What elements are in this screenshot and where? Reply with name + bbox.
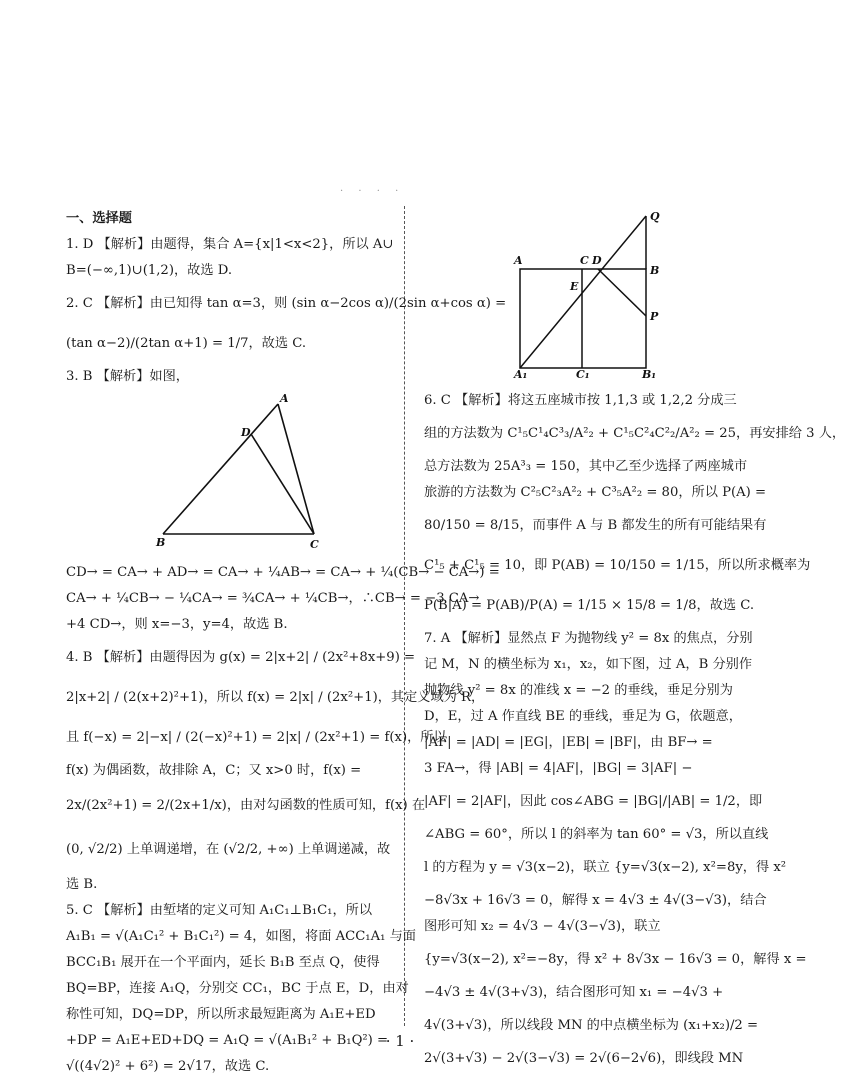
q2-line-2: (tan α−2)/(2tan α+1) = 1/7，故选 C. [66, 336, 307, 351]
label-a: A [514, 254, 523, 267]
q4-line-4: f(x) 为偶函数，故排除 A，C；又 x>0 时，f(x) = [66, 763, 362, 778]
q6-line-3: 总方法数为 25A³₃ = 150，其中乙至少选择了两座城市 [424, 459, 748, 474]
q3-line-2: CD→ = CA→ + AD→ = CA→ + ¼AB→ = CA→ + ¼(CB→ − CA→) = [66, 565, 500, 580]
q5-line-6: +DP = A₁E+ED+DQ = A₁Q = √(A₁B₁² + B₁Q²) = [66, 1033, 389, 1048]
q7-line-10: −8√3x + 16√3 = 0，解得 x = 4√3 ± 4√(3−√3)，结合 [424, 893, 767, 908]
label-b1: B₁ [642, 368, 657, 381]
label-d: D [592, 254, 602, 267]
left-column [66, 206, 507, 1080]
q7-line-12: {y=√3(x−2), x²=−8y，得 x² + 8√3x − 16√3 = 0，解得 x = [424, 952, 807, 967]
label-p: P [650, 310, 659, 323]
q3-line-3: CA→ + ¼CB→ − ¼CA→ = ¾CA→ + ¼CB→，∴CB→ = −3 CA→ [66, 591, 480, 606]
q4-line-5: 2x/(2x²+1) = 2/(2x+1/x)，由对勾函数的性质可知，f(x) 在 [66, 798, 426, 813]
q3-line-4: +4 CD→，则 x=−3，y=4，故选 B. [66, 617, 288, 632]
q5-line-4: BQ=BP，连接 A₁Q，分别交 CC₁，BC 于点 E，D，由对 [66, 981, 409, 996]
q6-line-7: P(B|A) = P(AB)/P(A) = 1/15 × 15/8 = 1/8，故选 C. [424, 598, 755, 613]
edge-ac [278, 404, 314, 534]
label-c: C [310, 538, 319, 551]
triangle-figure [66, 390, 394, 550]
q7-line-13: −4√3 ± 4√(3+√3)，结合图形可知 x₁ = −4√3 + [424, 985, 724, 1000]
q1-line-1: 1. D 【解析】由题得，集合 A={x|1<x<2}，所以 A∪ [66, 237, 394, 252]
q7-line-15: 2√(3+√3) − 2√(3−√3) = 2√(6−2√6)，即线段 MN [424, 1051, 744, 1066]
right-column [424, 206, 845, 1072]
label-c: C [580, 254, 589, 267]
segment-dc [251, 434, 314, 534]
q6-line-1: 6. C 【解析】将这五座城市按 1,1,3 或 1,2,2 分成三 [424, 393, 737, 408]
top-dots: · · · · [340, 186, 405, 197]
label-b: B [156, 536, 166, 549]
q4-line-3: 且 f(−x) = 2|−x| / (2(−x)²+1) = 2|x| / (2x²+1) = f(x)，所以 [66, 730, 447, 745]
q4-line-2: 2|x+2| / (2(x+2)²+1)，所以 f(x) = 2|x| / (2x²+1)，其定义域为 R， [66, 690, 485, 705]
q5-line-1: 5. C 【解析】由堑堵的定义可知 A₁C₁⊥B₁C₁，所以 [66, 903, 373, 918]
q5-line-3: BCC₁B₁ 展开在一个平面内，延长 B₁B 至点 Q，使得 [66, 955, 380, 970]
q7-line-3: 抛物线 y² = 8x 的准线 x = −2 的垂线，垂足分别为 [424, 683, 733, 698]
prism-unfold-figure [424, 206, 752, 381]
q6-line-5: 80/150 = 8/15，而事件 A 与 B 都发生的所有可能结果有 [424, 518, 767, 533]
q7-line-8: ∠ABG = 60°，所以 l 的斜率为 tan 60° = √3，所以直线 [424, 827, 769, 842]
label-a1: A₁ [514, 368, 528, 381]
q7-line-1: 7. A 【解析】显然点 F 为抛物线 y² = 8x 的焦点，分别 [424, 631, 753, 646]
q1-line-2: B=(−∞,1)∪(1,2)，故选 D. [66, 263, 233, 278]
q4-line-1: 4. B 【解析】由题得因为 g(x) = 2|x+2| / (2x²+8x+9) = [66, 650, 416, 665]
q3-line-1: 3. B 【解析】如图， [66, 369, 189, 384]
q7-line-4: D，E，过 A 作直线 BE 的垂线，垂足为 G，依题意， [424, 709, 742, 724]
segment-dp [598, 269, 646, 316]
q5-line-5: 称性可知，DQ=DP，所以所求最短距离为 A₁E+ED [66, 1007, 376, 1022]
q4-line-7: 选 B. [66, 877, 98, 892]
q4-line-6: (0, √2/2) 上单调递增，在 (√2/2, +∞) 上单调递减，故 [66, 842, 391, 857]
page-number: · 1 · [385, 1032, 415, 1050]
q7-line-2: 记 M，N 的横坐标为 x₁，x₂，如下图，过 A，B 分别作 [424, 657, 753, 672]
column-divider [404, 206, 405, 1026]
q6-line-6: C¹₅ + C¹₅ = 10，即 P(AB) = 10/150 = 1/15，所以所求概率为 [424, 558, 811, 573]
label-a: A [280, 392, 289, 405]
q5-line-2: A₁B₁ = √(A₁C₁² + B₁C₁²) = 4，如图，将面 ACC₁A₁ 与面 [66, 929, 416, 944]
q7-line-14: 4√(3+√3)，所以线段 MN 的中点横坐标为 (x₁+x₂)/2 = [424, 1018, 759, 1033]
q5-line-7: √((4√2)² + 6²) = 2√17，故选 C. [66, 1059, 270, 1074]
q6-line-4: 旅游的方法数为 C²₅C²₃A²₂ + C³₅A²₂ = 80，所以 P(A) = [424, 485, 767, 500]
label-d: D [241, 426, 251, 439]
label-c1: C₁ [576, 368, 590, 381]
section-title: 一、选择题 [66, 211, 132, 226]
edge-ab [163, 404, 278, 534]
q2-line-1: 2. C 【解析】由已知得 tan α=3，则 (sin α−2cos α)/(2sin α+cos α) = [66, 296, 507, 311]
q7-line-11: 图形可知 x₂ = 4√3 − 4√(3−√3)，联立 [424, 919, 661, 934]
q7-line-9: l 的方程为 y = √3(x−2)，联立 {y=√3(x−2), x²=8y，得 x² [424, 860, 787, 875]
label-q: Q [650, 210, 660, 223]
segment-a1q [520, 216, 646, 368]
label-b: B [650, 264, 660, 277]
q7-line-7: |AF| = 2|AF|，因此 cos∠ABG = |BG|/|AB| = 1/2，即 [424, 794, 763, 809]
rect-outer [520, 269, 646, 368]
q7-line-5: |AF| = |AD| = |EG|，|EB| = |BF|，由 BF→ = [424, 735, 713, 750]
label-e: E [570, 280, 579, 293]
q7-line-6: 3 FA→，得 |AB| = 4|AF|，|BG| = 3|AF| − [424, 761, 693, 776]
q6-line-2: 组的方法数为 C¹₅C¹₄C³₃/A²₂ + C¹₅C²₄C²₂/A²₂ = 25，再安排给 3 人， [424, 426, 845, 441]
